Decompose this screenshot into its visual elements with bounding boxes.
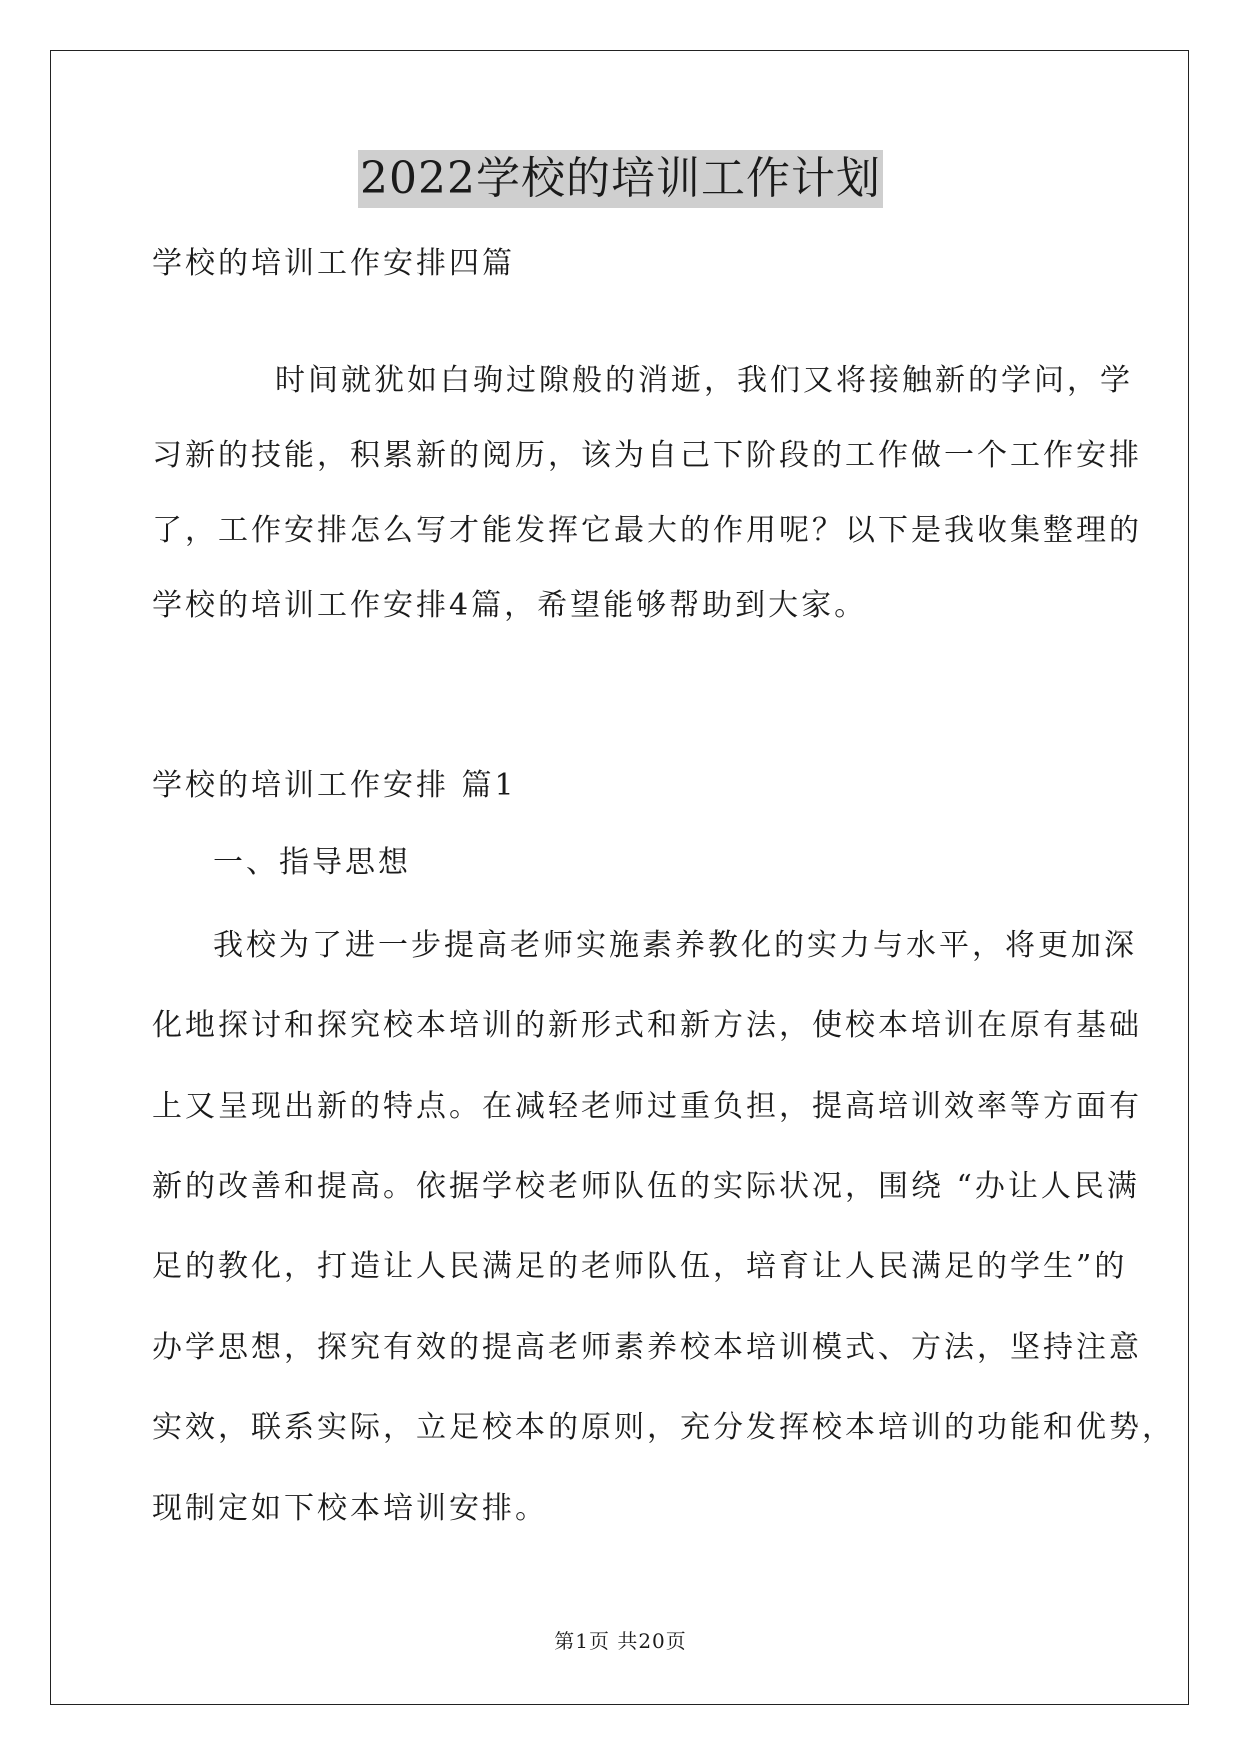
document-title: 2022学校的培训工作计划 bbox=[358, 150, 883, 208]
title-container bbox=[0, 150, 1241, 208]
body-line-6: 办学思想，探究有效的提高老师素养校本培训模式、方法，坚持注意 bbox=[152, 1330, 1142, 1365]
body-line-8: 现制定如下校本培训安排。 bbox=[152, 1491, 548, 1526]
document-subtitle: 学校的培训工作安排四篇 bbox=[152, 246, 515, 281]
body-line-5: 足的教化，打造让人民满足的老师队伍，培育让人民满足的学生”的 bbox=[152, 1249, 1128, 1284]
body-line-7: 实效，联系实际，立足校本的原则，充分发挥校本培训的功能和优势， bbox=[152, 1410, 1175, 1445]
intro-line-4: 学校的培训工作安排4篇，希望能够帮助到大家。 bbox=[152, 588, 868, 623]
body-line-2: 化地探讨和探究校本培训的新形式和新方法，使校本培训在原有基础 bbox=[152, 1008, 1142, 1043]
intro-line-3: 了，工作安排怎么写才能发挥它最大的作用呢？以下是我收集整理的 bbox=[152, 513, 1142, 548]
body-line-3: 上又呈现出新的特点。在减轻老师过重负担，提高培训效率等方面有 bbox=[152, 1089, 1142, 1124]
subsection-heading: 一、指导思想 bbox=[213, 845, 411, 880]
body-line-4: 新的改善和提高。依据学校老师队伍的实际状况，围绕 “办让人民满 bbox=[152, 1169, 1140, 1204]
page-footer: 第1页 共20页 bbox=[554, 1629, 687, 1653]
body-line-1: 我校为了进一步提高老师实施素养教化的实力与水平，将更加深 bbox=[213, 928, 1137, 963]
section-heading: 学校的培训工作安排 篇1 bbox=[152, 768, 517, 803]
intro-line-2: 习新的技能，积累新的阅历，该为自己下阶段的工作做一个工作安排 bbox=[152, 438, 1142, 473]
intro-line-1: 时间就犹如白驹过隙般的消逝，我们又将接触新的学问，学 bbox=[275, 363, 1133, 398]
